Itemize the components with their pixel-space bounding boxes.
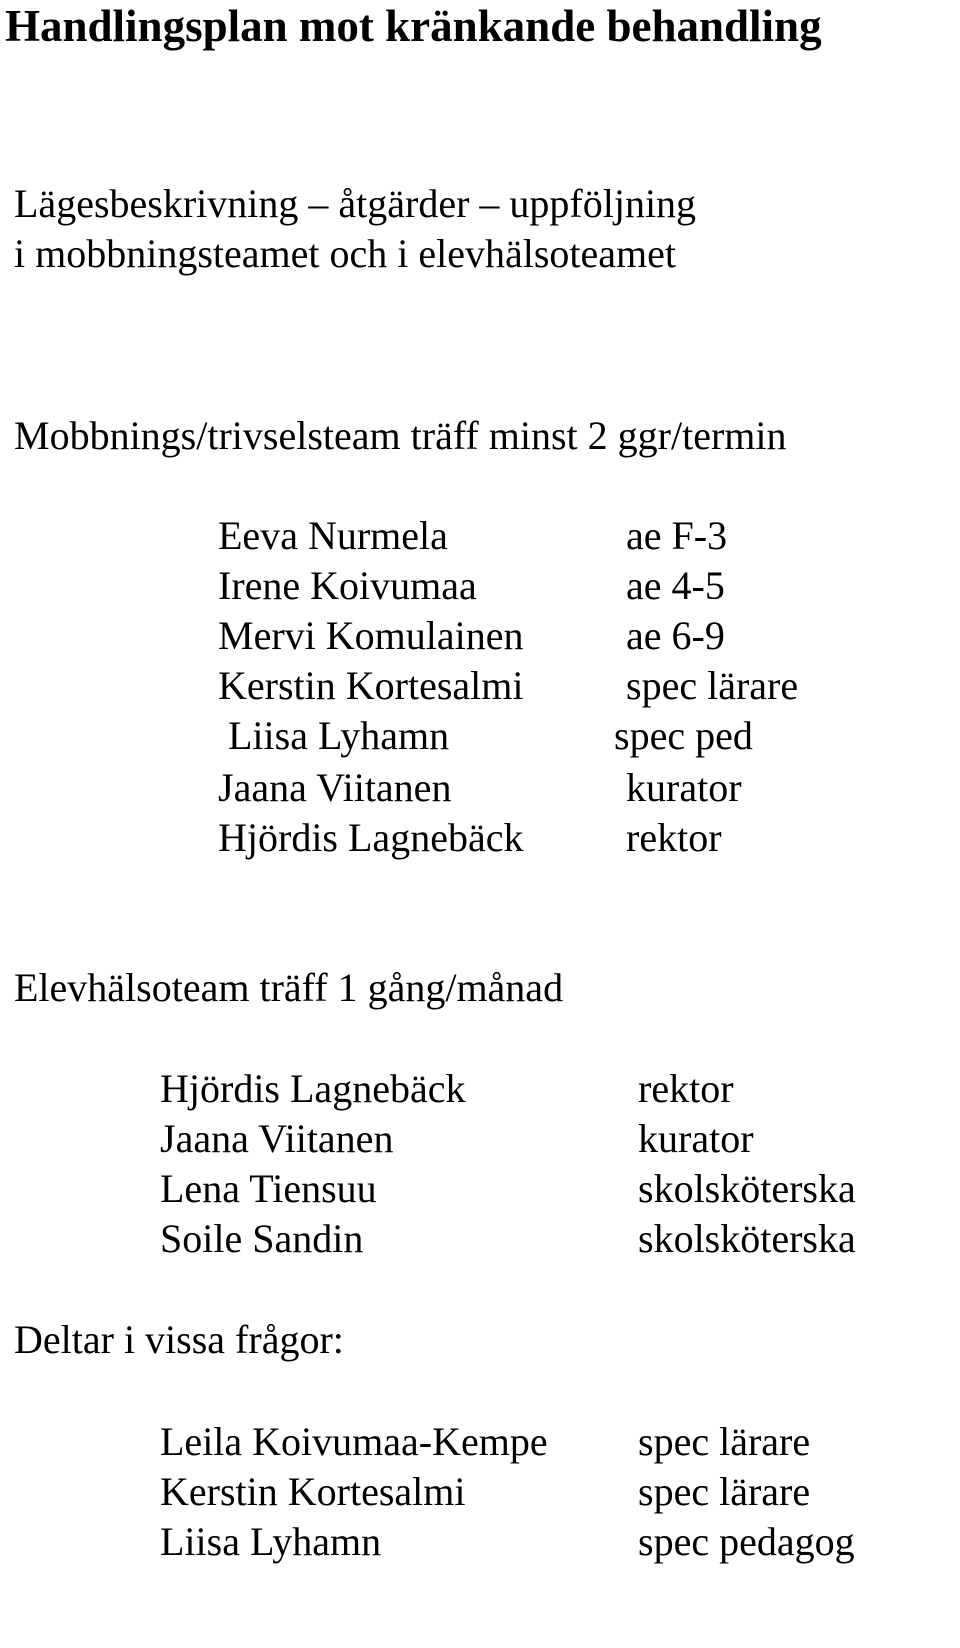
member-role: kurator: [638, 1116, 754, 1161]
member-role: ae F-3: [626, 513, 728, 558]
member-name: Hjördis Lagnebäck: [160, 1066, 466, 1111]
member-role: ae 6-9: [626, 613, 725, 658]
member-role: spec lärare: [638, 1469, 811, 1514]
member-name: Kerstin Kortesalmi: [160, 1469, 466, 1514]
member-role: rektor: [626, 815, 722, 860]
member-name: Soile Sandin: [160, 1216, 364, 1261]
document-title: Handlingsplan mot kränkande behandling: [5, 1, 822, 51]
member-role: spec ped: [614, 713, 753, 758]
member-role: skolsköterska: [638, 1216, 856, 1261]
member-name: Jaana Viitanen: [160, 1116, 394, 1161]
deltar-heading: Deltar i vissa frågor:: [14, 1317, 344, 1362]
member-role: kurator: [626, 765, 742, 810]
member-name: Irene Koivumaa: [218, 563, 477, 608]
member-name: Leila Koivumaa-Kempe: [160, 1419, 548, 1464]
member-role: skolsköterska: [638, 1166, 856, 1211]
member-name: Jaana Viitanen: [218, 765, 452, 810]
member-name: Hjördis Lagnebäck: [218, 815, 524, 860]
subtitle-line-1: Lägesbeskrivning – åtgärder – uppföljning: [14, 181, 697, 226]
member-role: spec pedagog: [638, 1519, 855, 1564]
member-name: Eeva Nurmela: [218, 513, 448, 558]
member-role: spec lärare: [626, 663, 799, 708]
mobbningsteam-heading: Mobbnings/trivselsteam träff minst 2 ggr/termin: [14, 413, 787, 458]
member-name: Kerstin Kortesalmi: [218, 663, 524, 708]
member-name: Lena Tiensuu: [160, 1166, 377, 1211]
member-name: Mervi Komulainen: [218, 613, 524, 658]
member-role: ae 4-5: [626, 563, 725, 608]
member-role: spec lärare: [638, 1419, 811, 1464]
member-name: Liisa Lyhamn: [228, 713, 450, 758]
member-role: rektor: [638, 1066, 734, 1111]
elevhalsoteam-heading: Elevhälsoteam träff 1 gång/månad: [14, 965, 564, 1010]
subtitle-line-2: i mobbningsteamet och i elevhälsoteamet: [14, 231, 677, 276]
member-name: Liisa Lyhamn: [160, 1519, 382, 1564]
